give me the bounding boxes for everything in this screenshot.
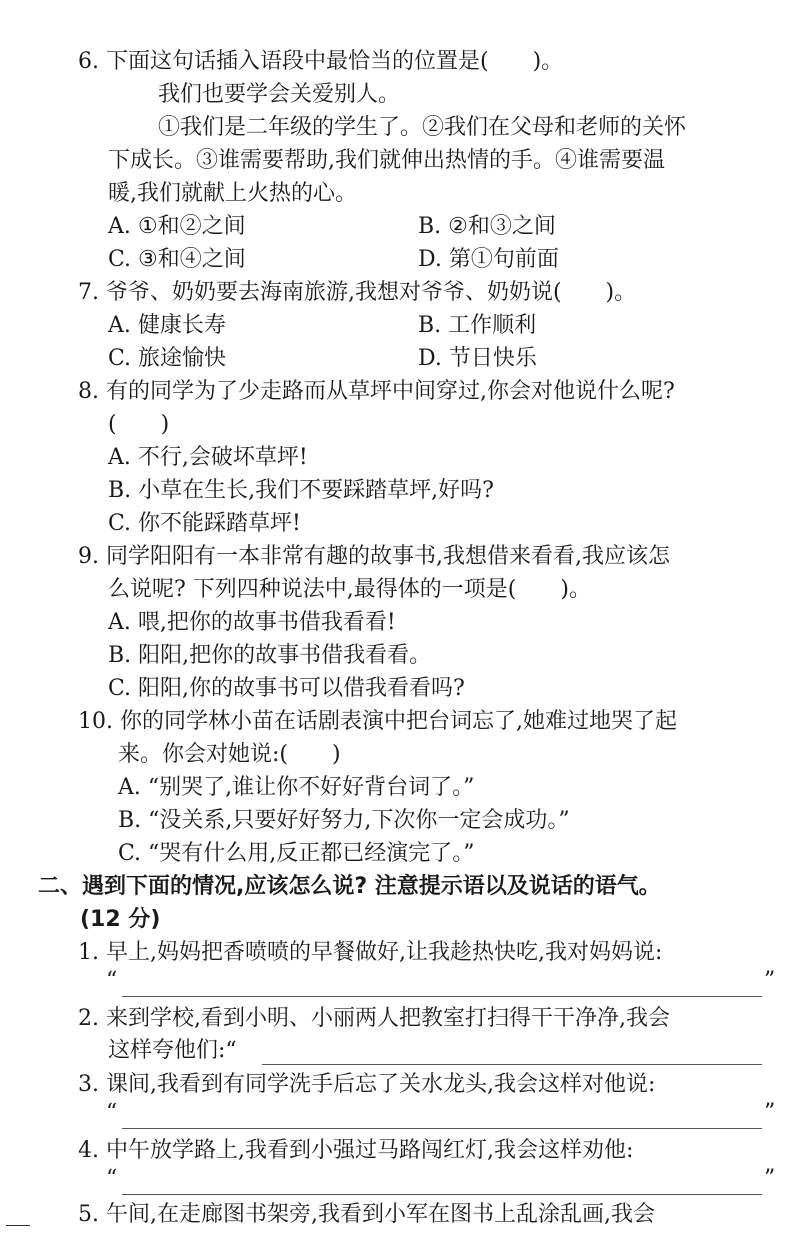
item-4-close-quote: ” <box>764 1166 776 1191</box>
item-3-close-quote: ” <box>764 1100 776 1125</box>
section-2-title: 二、遇到下面的情况,应该怎么说? 注意提示语以及说话的语气。 <box>38 874 661 899</box>
question-7-option-d: D. 节日快乐 <box>418 346 537 371</box>
question-6-option-b: B. ②和③之间 <box>418 214 556 239</box>
question-6-sentence: 我们也要学会关爱别人。 <box>158 82 401 107</box>
question-7-option-c: C. 旅途愉快 <box>108 346 227 371</box>
question-8-option-a: A. 不行,会破坏草坪! <box>108 445 308 470</box>
question-7-option-a: A. 健康长寿 <box>108 313 226 338</box>
question-7-option-b: B. 工作顺利 <box>418 313 537 338</box>
section-2-score: (12 分) <box>80 907 161 932</box>
question-10-stem-line-2: 来。你会对她说:( ) <box>118 742 341 767</box>
question-10-option-a: A. “别哭了,谁让你不好好背台词了。” <box>118 775 475 800</box>
question-9-stem-line-2: 么说呢? 下列四种说法中,最得体的一项是( )。 <box>108 577 591 602</box>
item-1-close-quote: ” <box>764 968 776 993</box>
question-10-stem-line-1: 10. 你的同学林小苗在话剧表演中把台词忘了,她难过地哭了起 <box>78 709 677 734</box>
question-10-option-c: C. “哭有什么用,反正都已经演完了。” <box>118 841 475 866</box>
section-2-item-5-text: 5. 午间,在走廊图书架旁,我看到小军在图书上乱涂乱画,我会 <box>78 1202 655 1227</box>
section-2-item-4-text: 4. 中午放学路上,我看到小强过马路闯红灯,我会这样劝他: <box>78 1138 634 1163</box>
question-9-option-c: C. 阳阳,你的故事书可以借我看看吗? <box>108 676 465 701</box>
item-3-answer-line[interactable] <box>122 1128 762 1129</box>
question-9-stem-line-1: 9. 同学阳阳有一本非常有趣的故事书,我想借来看看,我应该怎 <box>78 544 670 569</box>
section-2-item-2-text: 2. 来到学校,看到小明、小丽两人把教室打扫得干干净净,我会 <box>78 1006 670 1031</box>
question-8-option-b: B. 小草在生长,我们不要踩踏草坪,好吗? <box>108 478 494 503</box>
footer-rule <box>6 1225 30 1226</box>
question-7-stem: 7. 爷爷、奶奶要去海南旅游,我想对爷爷、奶奶说( )。 <box>78 280 637 305</box>
item-2-answer-line[interactable] <box>262 1064 762 1065</box>
question-8-answer-paren: ( ) <box>108 412 170 437</box>
item-4-open-quote: “ <box>106 1166 118 1191</box>
question-8-option-c: C. 你不能踩踏草坪! <box>108 511 301 536</box>
item-4-answer-line[interactable] <box>122 1194 762 1195</box>
section-2-item-1-text: 1. 早上,妈妈把香喷喷的早餐做好,让我趁热快吃,我对妈妈说: <box>78 940 663 965</box>
question-8-stem: 8. 有的同学为了少走路而从草坪中间穿过,你会对他说什么呢? <box>78 379 675 404</box>
question-9-option-a: A. 喂,把你的故事书借我看看! <box>108 610 396 635</box>
question-9-option-b: B. 阳阳,把你的故事书借我看看。 <box>108 643 432 668</box>
question-6-stem: 6. 下面这句话插入语段中最恰当的位置是( )。 <box>78 49 564 74</box>
question-6-option-a: A. ①和②之间 <box>108 214 246 239</box>
question-6-option-d: D. 第①句前面 <box>418 247 559 272</box>
question-6-passage-line-1: ①我们是二年级的学生了。②我们在父母和老师的关怀 <box>158 115 687 140</box>
question-6-passage-line-2: 下成长。③谁需要帮助,我们就伸出热情的手。④谁需要温 <box>108 148 665 173</box>
question-6-passage-line-3: 暖,我们就献上火热的心。 <box>108 181 357 206</box>
question-6-option-c: C. ③和④之间 <box>108 247 246 272</box>
item-3-open-quote: “ <box>106 1100 118 1125</box>
question-10-option-b: B. “没关系,只要好好努力,下次你一定会成功。” <box>118 808 570 833</box>
item-1-open-quote: “ <box>106 968 118 993</box>
section-2-item-2-text-cont: 这样夸他们:“ <box>108 1038 237 1063</box>
item-1-answer-line[interactable] <box>122 996 762 997</box>
section-2-item-3-text: 3. 课间,我看到有同学洗手后忘了关水龙头,我会这样对他说: <box>78 1072 656 1097</box>
